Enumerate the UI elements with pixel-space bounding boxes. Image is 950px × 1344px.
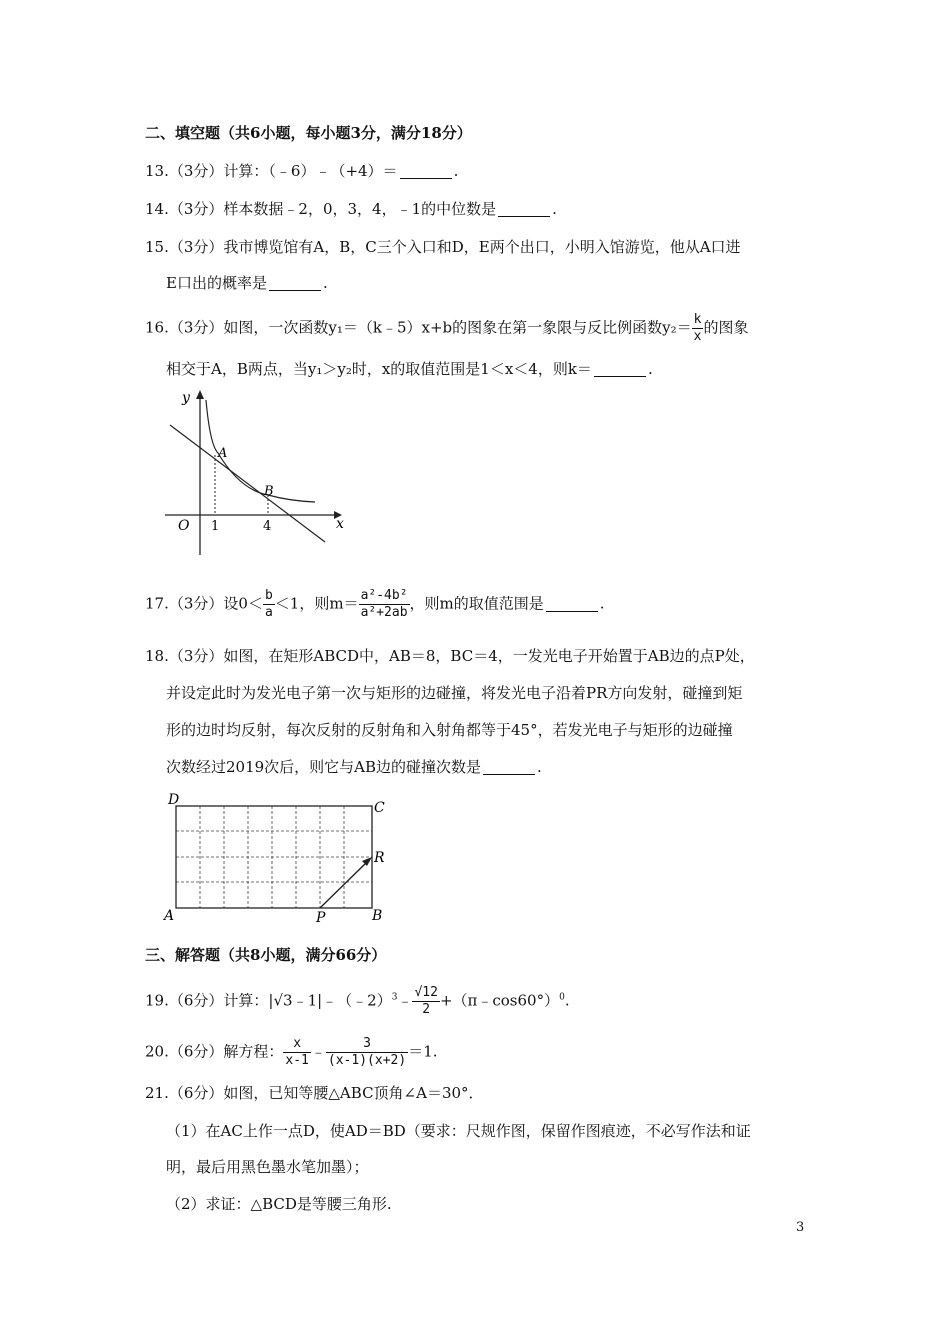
- figure-18-rectangle: [160, 792, 400, 927]
- section-3-heading: 三、解答题（共8小题，满分66分）: [145, 946, 387, 964]
- question-20: 20.（6分）解方程： $\frac{x}{x-1}$ ﹣ $\frac{3}{(x-1)(x+2)}$ ＝1.: [145, 1036, 438, 1068]
- fraction-k-over-x: $\frac{k}{x}$: [693, 312, 702, 344]
- answer-blank: [269, 275, 321, 291]
- question-18-line2: 并设定此时为发光电子第一次与矩形的边碰撞，将发光电子沿着PR方向发射，碰撞到矩: [166, 684, 743, 702]
- figure-16-graph: [160, 385, 350, 560]
- y-axis-label: y: [182, 390, 190, 406]
- tick-4-label: 4: [263, 519, 272, 534]
- x-axis-label: x: [336, 516, 344, 532]
- question-19: 19.（6分）计算：|√3﹣1|﹣（﹣2）$^3$﹣ $\frac{√12}{2}$ +（π﹣cos60°）$^0$.: [145, 985, 570, 1017]
- question-18-line4: 次数经过2019次后，则它与AB边的碰撞次数是 .: [166, 758, 542, 776]
- corner-a-label: A: [164, 908, 175, 924]
- fraction-m: $\frac{\text{a²-4b²}}{\text{a²+2ab}}$: [360, 588, 408, 620]
- question-15-line2: E口出的概率是 .: [166, 274, 328, 292]
- question-21-line1: 21.（6分）如图，已知等腰△ABC顶角∠A＝30°．: [145, 1084, 484, 1102]
- answer-blank: [400, 163, 452, 179]
- point-a-label: A: [218, 446, 228, 461]
- answer-blank: [483, 759, 535, 775]
- question-21-line4: （2）求证：△BCD是等腰三角形.: [166, 1195, 392, 1213]
- question-16-line1: 16.（3分）如图，一次函数y₁＝（k﹣5）x+b的图象在第一象限与反比例函数y₂＝ $\frac{k}{x}$ 的图象: [145, 312, 749, 344]
- question-21-line2: （1）在AC上作一点D，使AD＝BD（要求：尺规作图，保留作图痕迹，不必写作法和证: [166, 1122, 751, 1140]
- origin-label: O: [178, 518, 190, 534]
- question-15-line1: 15.（3分）我市博览馆有A，B，C三个入口和D，E两个出口，小明入馆游览，他从A口进: [145, 238, 741, 256]
- fraction-b-over-a: $\frac{b}{a}$: [264, 588, 273, 620]
- answer-blank: [546, 596, 598, 612]
- corner-d-label: D: [168, 792, 180, 808]
- tick-1-label: 1: [211, 519, 220, 534]
- fraction-x-over-x-minus-1: $\frac{x}{x-1}$: [285, 1036, 309, 1068]
- point-p-label: P: [316, 910, 326, 926]
- point-r-label: R: [374, 850, 385, 866]
- question-16-line2: 相交于A，B两点，当y₁＞y₂时，x的取值范围是1＜x＜4，则k＝ .: [166, 360, 653, 378]
- answer-blank: [594, 361, 646, 377]
- section-2-heading: 二、填空题（共6小题，每小题3分，满分18分）: [145, 124, 472, 142]
- answer-blank: [498, 201, 550, 217]
- corner-c-label: C: [374, 800, 385, 816]
- fraction-3-over-product: $\frac{3}{(x-1)(x+2)}$: [327, 1036, 407, 1068]
- fraction-sqrt12-over-2: $\frac{√12}{2}$: [414, 985, 438, 1017]
- question-14: 14.（3分）样本数据﹣2，0，3，4，﹣1的中位数是 .: [145, 200, 557, 218]
- corner-b-label: B: [372, 908, 383, 924]
- question-13: 13.（3分）计算：（﹣6）﹣（+4）＝ .: [145, 162, 459, 180]
- point-b-label: B: [264, 484, 274, 499]
- question-21-line3: 明，最后用黑色墨水笔加墨）；: [166, 1158, 369, 1176]
- question-18-line3: 形的边时均反射，每次反射的反射角和入射角都等于45°，若发光电子与矩形的边碰撞: [166, 721, 733, 739]
- question-18-line1: 18.（3分）如图，在矩形ABCD中，AB＝8，BC＝4，一发光电子开始置于AB边的点P处，: [145, 647, 755, 665]
- question-17: 17.（3分）设0＜ $\frac{b}{a}$ ＜1，则m＝ $\frac{\text{a²-4b²}}{\text{a²+2ab}}$ ，则m的取值范围是 .: [145, 588, 605, 620]
- page-number: 3: [796, 1220, 805, 1235]
